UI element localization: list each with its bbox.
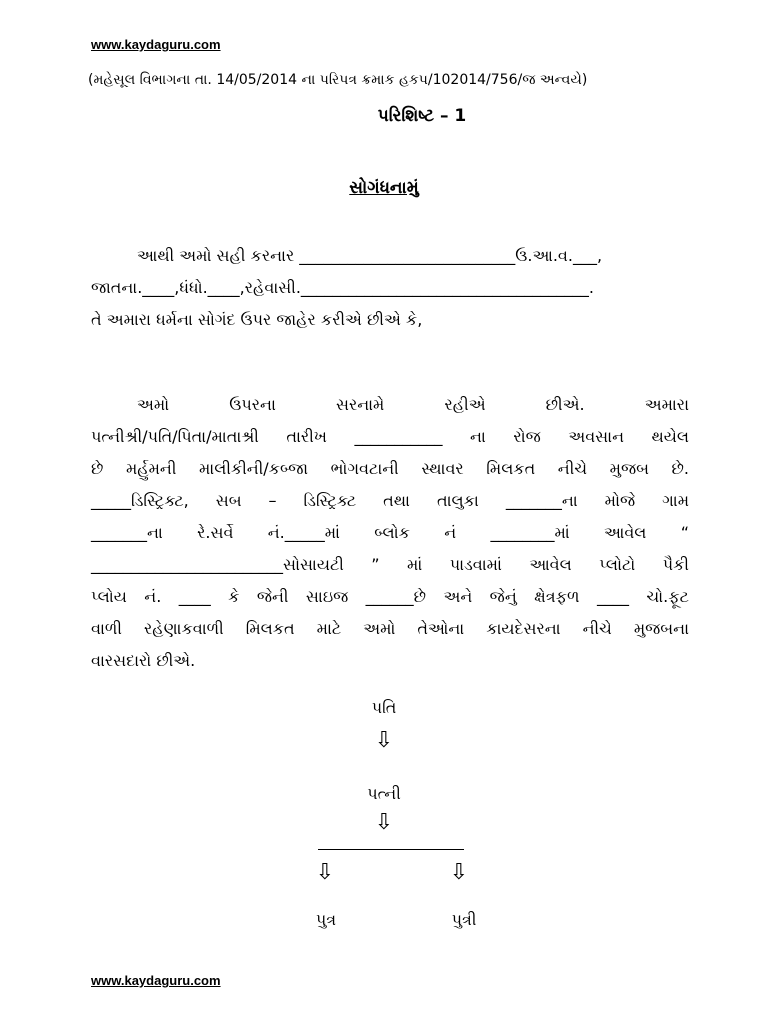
down-arrow-icon: ⇩ — [374, 728, 394, 753]
property-line-7: પ્લોય નં. ____ કે જેની સાઇજ ______છે અને જેનું ક્ષેત્રફળ ____ ચો.ફૂટ — [91, 587, 689, 606]
declaration-line-2: જાતના.____,ધંધો.____,રહેવાસી.____________________________________. — [91, 278, 595, 297]
tree-wife-label: પત્ની — [367, 784, 401, 803]
tree-husband-label: પતિ — [371, 698, 397, 717]
property-line-6: ________________________સોસાયટી ” માં પાડવામાં આવેલ પ્લોટો પૈકી — [91, 555, 689, 574]
down-arrow-icon: ⇩ — [315, 860, 335, 885]
property-paragraph — [91, 389, 689, 677]
property-line-4: _____ડિસ્ટ્રિક્ટ, સબ – ડિસ્ટ્રિક્ટ તથા તાલુકા _______ના મોજે ગામ — [91, 491, 689, 510]
property-line-1: અમો ઉપરના સરનામે રહીએ છીએ. અમારા — [137, 395, 689, 414]
tree-daughter-label: પુત્રી — [451, 910, 477, 929]
tree-branch-line — [318, 849, 464, 850]
property-line-9: વારસદારો છીએ. — [91, 651, 196, 670]
down-arrow-icon: ⇩ — [374, 810, 394, 835]
website-link-top[interactable]: www.kaydaguru.com — [91, 37, 221, 52]
declaration-line-3: તે અમારા ધર્મના સોગંદ ઉપર જાહેર કરીએ છીએ કે, — [91, 310, 423, 329]
declaration-line-1: આથી અમો સહી કરનાર ___________________________ઉ.આ.વ.___, — [137, 246, 603, 265]
property-line-8: વાળી રહેણાકવાળી મિલકત માટે અમો તેઓના કાયદેસરના નીચે મુજબના — [91, 619, 689, 638]
property-line-5: _______ના રે.સર્વે નં._____માં બ્લોક નં ________માં આવેલ “ — [91, 523, 689, 542]
affidavit-title: સોગંધનામું — [349, 178, 419, 198]
declaration-paragraph — [91, 240, 689, 336]
down-arrow-icon: ⇩ — [449, 860, 469, 885]
tree-son-label: પુત્ર — [315, 910, 337, 929]
annex-title: પરિશિષ્ટ – 1 — [377, 106, 467, 126]
property-line-2: પત્નીશ્રી/પતિ/પિતા/માતાશ્રી તારીખ ___________ ના રોજ અવસાન થયેલ — [91, 427, 689, 446]
website-link-bottom[interactable]: www.kaydaguru.com — [91, 973, 221, 988]
circular-reference: (મહેસૂલ વિભાગના તા. 14/05/2014 ના પરિપત્ર ક્રમાક હકપ/102014/756/જ અન્વયે) — [88, 72, 588, 88]
property-line-3: છે મર્હુમની માલીકીની/કબ્જા ભોગવટાની સ્થાવર મિલકત નીચે મુજબ છે. — [91, 459, 689, 478]
